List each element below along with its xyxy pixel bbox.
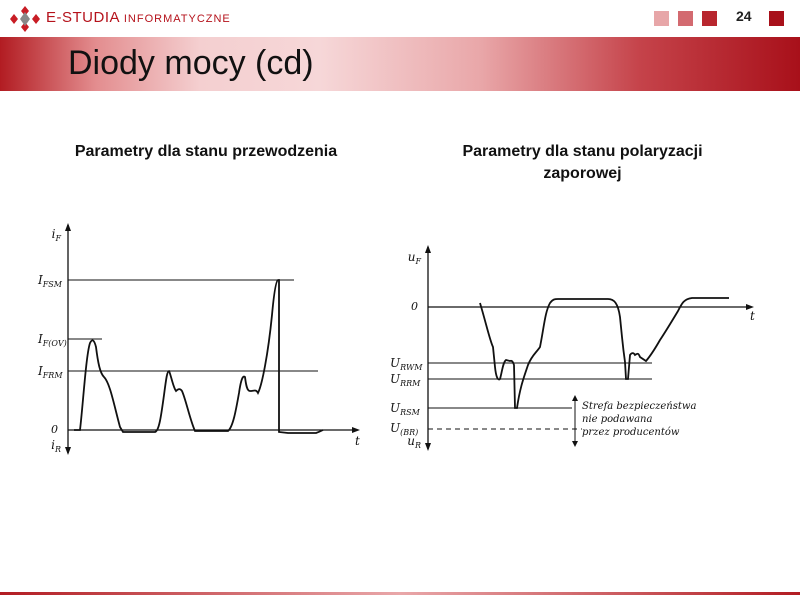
y-axis-bottom-label: $u_R$ xyxy=(407,434,421,450)
square-light xyxy=(654,11,669,26)
square-dark xyxy=(702,11,717,26)
level-label-rwm: $U_{RWM}$ xyxy=(390,356,423,372)
brand-sub: INFORMATYCZNE xyxy=(123,13,231,25)
annotation-line-1: Strefa bezpieczeństwa xyxy=(582,401,697,412)
page-number: 24 xyxy=(736,8,752,24)
brand-name xyxy=(46,9,231,26)
voltage-waveform xyxy=(480,298,729,408)
x-axis-arrow xyxy=(352,427,360,433)
x-axis-label: t xyxy=(355,434,360,448)
reverse-voltage-figure xyxy=(382,237,775,457)
slide-title: Diody mocy (cd) xyxy=(68,44,314,82)
level-label-br: $U_{(BR)}$ xyxy=(390,421,419,437)
right-heading xyxy=(405,141,760,185)
y-axis-top-label: $u_F$ xyxy=(407,250,421,266)
y-axis-arrow-down xyxy=(65,447,71,455)
y-axis-arrow-down xyxy=(425,443,431,451)
y-axis-arrow-up xyxy=(425,245,431,253)
logo-icon xyxy=(8,4,42,34)
annotation-line-2: nie podawana xyxy=(582,414,653,425)
level-label-frm: $I_{FRM}$ xyxy=(38,364,63,380)
annotation-line-3: przez producentów xyxy=(582,427,680,438)
level-label-fov: $I_{F(OV)}$ xyxy=(38,332,67,348)
y-axis-top-label: $i_F$ xyxy=(51,227,61,243)
footer-line xyxy=(0,592,800,595)
level-label-fsm: $I_{FSM}$ xyxy=(38,273,62,289)
zero-label: 0 xyxy=(51,423,58,436)
x-axis-label: t xyxy=(750,309,755,323)
left-heading: Parametry dla stanu przewodzenia xyxy=(74,143,338,160)
forward-current-figure xyxy=(30,205,372,458)
y-axis-arrow-up xyxy=(65,223,71,231)
header-squares xyxy=(654,11,717,26)
level-label-rsm: $U_{RSM}$ xyxy=(390,401,420,417)
square-accent xyxy=(769,11,784,26)
zero-label: 0 xyxy=(411,300,418,313)
square-medium xyxy=(678,11,693,26)
right-heading-line1: Parametry dla stanu polaryzacji xyxy=(462,143,703,160)
current-waveform xyxy=(74,280,323,433)
brand-main: E-STUDIA xyxy=(46,9,120,26)
right-heading-line2: zaporowej xyxy=(543,165,622,182)
y-axis-bottom-label: $i_R$ xyxy=(51,438,61,454)
level-label-rrm: $U_{RRM}$ xyxy=(390,372,421,388)
